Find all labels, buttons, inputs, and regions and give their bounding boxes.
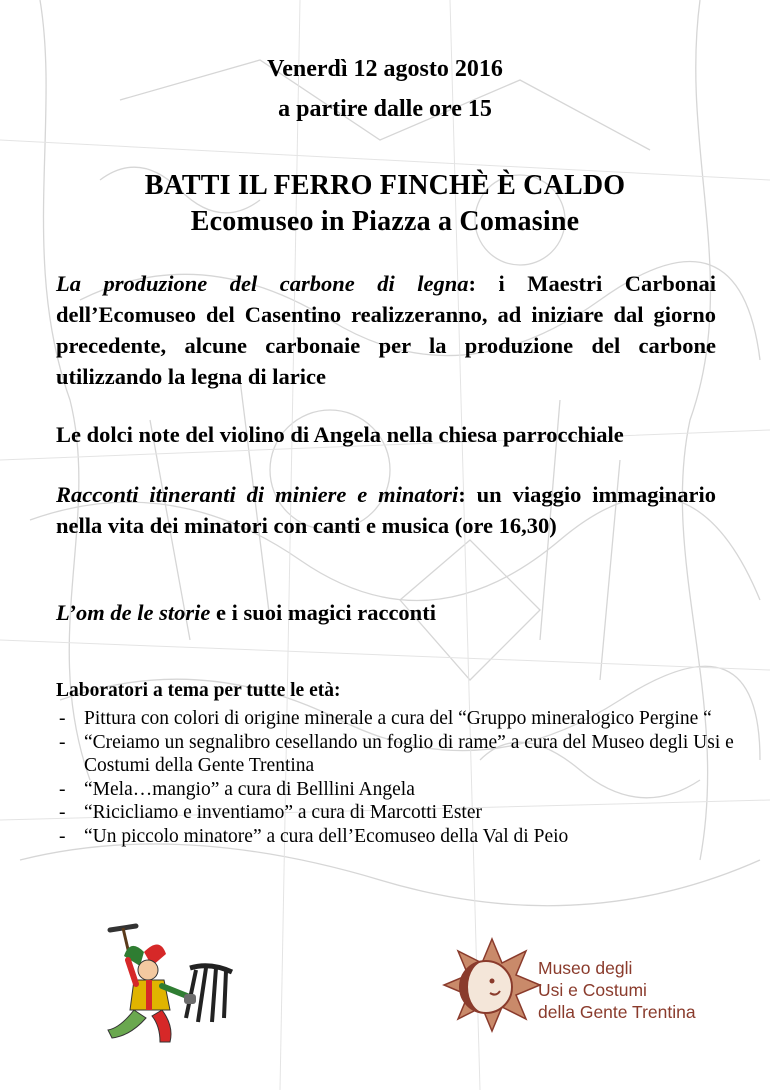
paragraph-carbone-heading: La produzione del carbone di legna: [56, 271, 469, 296]
paragraph-carbone: [56, 268, 716, 392]
list-item: - “Ricicliamo e inventiamo” a cura di Marcotti Ester: [59, 802, 482, 823]
paragraph-carbone-text: : i Maestri Carbonai dell’Ecomuseo del Casentino realizzeranno, ad iniziare dal giorno precedente, alcune carbonaie per la produzione del carbone utilizzando la legna di larice: [56, 271, 716, 389]
list-item: - “Mela…mangio” a cura di Belllini Angela: [59, 778, 415, 800]
workshops-heading: Laboratori a tema per tutte le età:: [56, 680, 341, 701]
paragraph-storie-heading: L’om de le storie: [56, 600, 211, 625]
list-item: - “Un piccolo minatore” a cura dell’Ecomuseo della Val di Peio: [59, 825, 569, 847]
list-item: - “Creiamo un segnalibro cesellando un foglio di rame” a cura del Museo degli Usi e Costumi della Gente Trentina: [59, 731, 734, 776]
paragraph-racconti-heading: Racconti itineranti di miniere e minatori: [56, 482, 459, 507]
event-subtitle: Ecomuseo in Piazza a Comasine: [190, 206, 580, 237]
event-date: Venerdì 12 agosto 2016: [267, 56, 503, 82]
museum-name-line-2: Usi e Costumi: [538, 980, 647, 1000]
paragraph-violino-text: Le dolci note del violino di Angela nella chiesa parrocchiale: [56, 422, 624, 447]
paragraph-racconti-text: : un viaggio immaginario nella vita dei minatori con canti e musica (ore 16,30): [56, 482, 717, 538]
museum-name-line-3: della Gente Trentina: [538, 1002, 696, 1022]
workshops-list: [56, 707, 736, 848]
paragraph-racconti: [56, 479, 716, 541]
museum-name-line-1: Museo degli: [538, 958, 633, 978]
paragraph-storie-text: e i suoi magici racconti: [210, 600, 436, 625]
list-item: - Pittura con colori di origine minerale a cura del “Gruppo mineralogico Pergine “: [59, 708, 712, 729]
miner-jester-illustration: [100, 918, 240, 1048]
paragraph-storie: [56, 597, 716, 628]
paragraph-violino: [56, 419, 716, 450]
event-time: a partire dalle ore 15: [278, 96, 492, 122]
event-title: BATTI IL FERRO FINCHÈ È CALDO: [144, 170, 626, 201]
museum-logo-text: [538, 957, 696, 1023]
